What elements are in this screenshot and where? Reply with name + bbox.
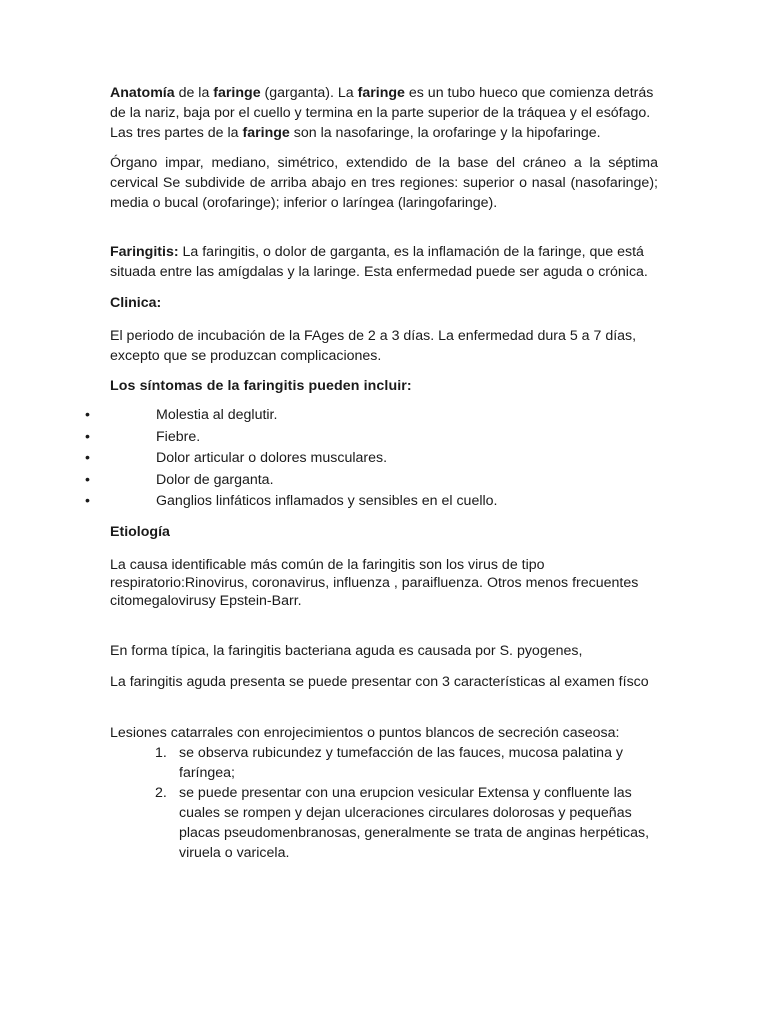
list-item: • Molestia al deglutir. (0, 405, 658, 427)
bullet-icon: • (85, 407, 90, 423)
bullet-icon: • (85, 471, 90, 488)
term-anatomia: Anatomía (110, 85, 175, 101)
tipica-paragraph: En forma típica, la faringitis bacteriana aguda es causada por S. pyogenes, (110, 642, 583, 659)
list-item: 1. se observa rubicundez y tumefacción de las fauces, mucosa palatina y faríngea; (155, 744, 623, 781)
etiologia-paragraph: La causa identificable más común de la faringitis son los virus de tipo respiratorio:Rinovirus, coronavirus, influenza , paraifluenza. Otros menos frecuentes citomegalovirusy Epstein-Barr. (110, 556, 639, 609)
faringitis-paragraph: Faringitis: La faringitis, o dolor de garganta, es la inflamación de la faringe, que está situada entre las amígdalas y la laringe. Esta enfermedad puede ser aguda o crónica. (110, 244, 648, 280)
term-faringe: faringe (357, 85, 405, 101)
list-item: • Dolor articular o dolores musculares. (0, 448, 658, 470)
bullet-icon: • (85, 428, 90, 445)
list-item: • Fiebre. (0, 427, 658, 449)
organo-paragraph: Órgano impar, mediano, simétrico, extendido de la base del cráneo a la séptima cervical Se subdivide de arriba abajo en tres regiones: superior o nasal (nasofaringe); media o bucal (orofaringe); inferior o laríngea (laringofaringe). (110, 155, 658, 211)
intro-paragraph: Anatomía de la faringe (garganta). La faringe es un tubo hueco que comienza detrás de la nariz, baja por el cuello y termina en la parte superior de la tráquea y el esófago. Las tres partes de la faringe son la nasofaringe, la orofaringe y la hipofaringe. (110, 85, 654, 141)
lesiones-paragraph: Lesiones catarrales con enrojecimientos o puntos blancos de secreción caseosa: (110, 724, 620, 741)
sintomas-list (0, 405, 658, 513)
faringitis-label: Faringitis: (110, 244, 179, 260)
document-page (85, 83, 658, 863)
term-faringe: faringe (242, 125, 290, 141)
bullet-icon: • (85, 493, 90, 509)
sintomas-heading: Los síntomas de la faringitis pueden incluir: (110, 378, 412, 394)
etiologia-heading: Etiología (110, 523, 170, 540)
term-faringe: faringe (213, 85, 261, 101)
aguda-paragraph: La faringitis aguda presenta se puede presentar con 3 características al examen físco (110, 673, 649, 690)
list-item: 2. se puede presentar con una erupcion vesicular Extensa y confluente las cuales se rompen y dejan ulceraciones circulares dolorosas y pequeñas placas pseudomenbranosas, generalmente se trata de anginas herpéticas, viruela o varicela. (155, 784, 650, 861)
clinica-paragraph: El periodo de incubación de la FAges de 2 a 3 días. La enfermedad dura 5 a 7 días, excepto que se produzcan complicaciones. (110, 328, 637, 364)
clinica-heading: Clinica: (110, 295, 162, 311)
list-item: • Ganglios linfáticos inflamados y sensibles en el cuello. (0, 491, 658, 513)
lesiones-list (110, 743, 658, 863)
bullet-icon: • (85, 450, 90, 466)
list-item: • Dolor de garganta. (0, 470, 658, 492)
